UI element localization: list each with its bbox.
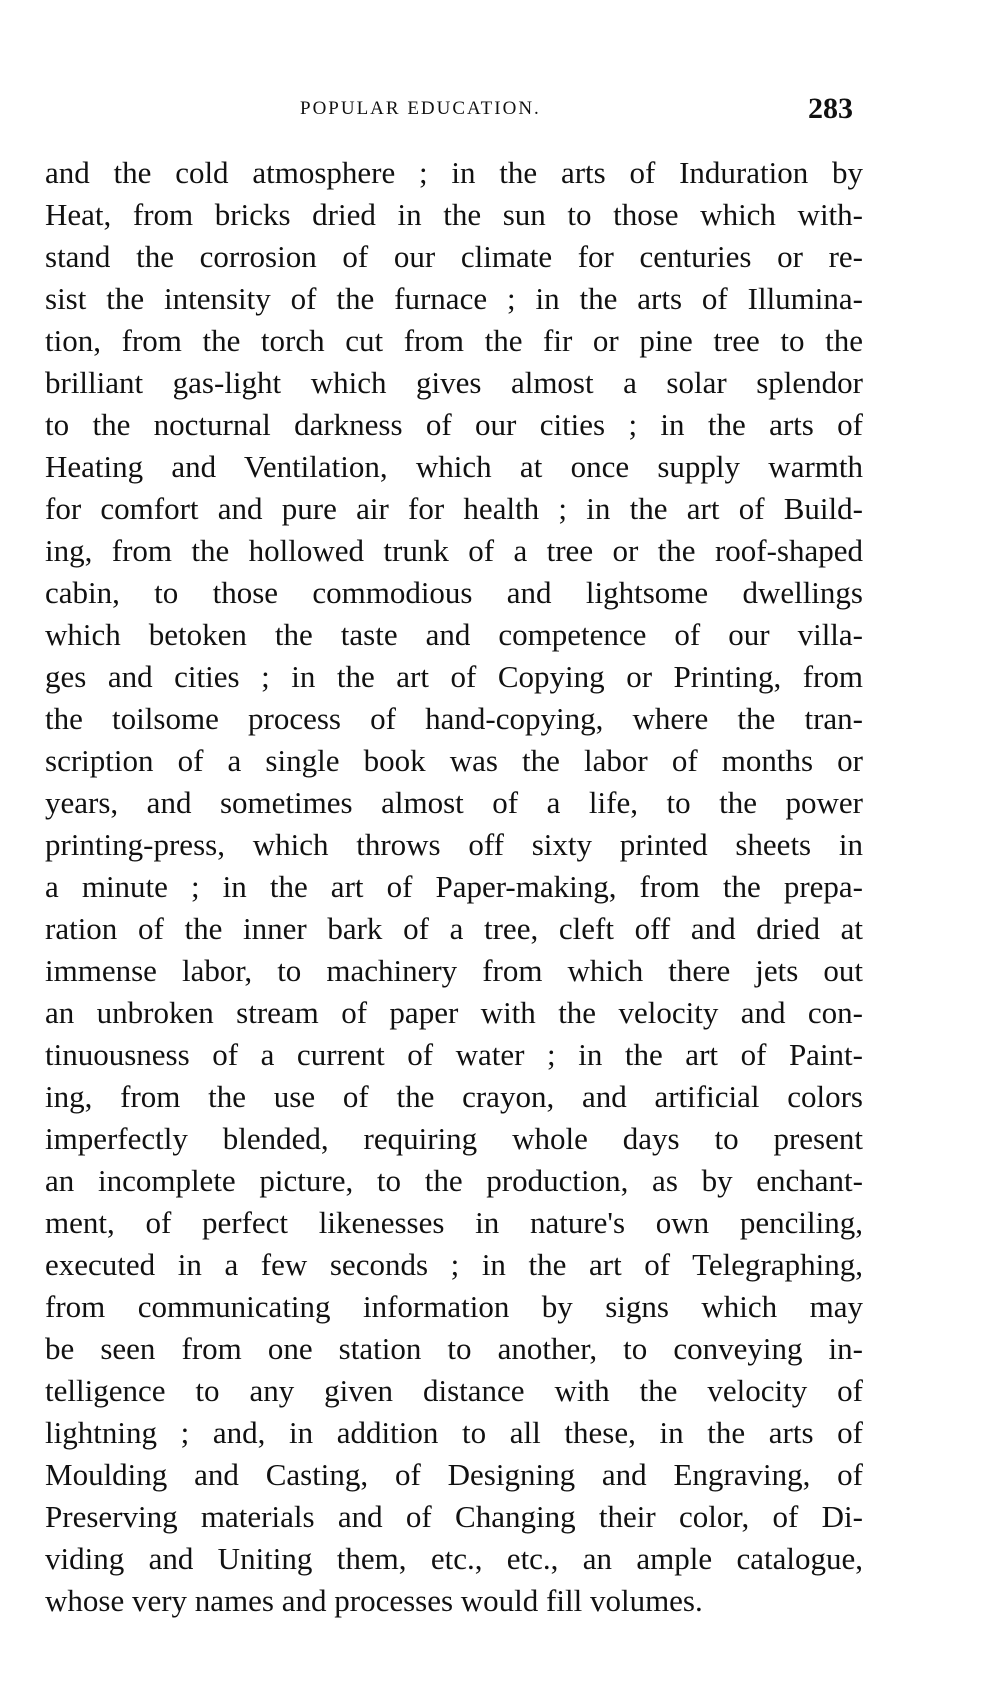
text-line: to the nocturnal darkness of our cities ; in the arts of: [45, 407, 863, 442]
text-line: for comfort and pure air for health ; in the art of Build-: [45, 491, 863, 526]
text-line: imperfectly blended, requiring whole days to present: [45, 1121, 863, 1156]
text-line: whose very names and processes would fill volumes.: [45, 1583, 703, 1618]
text-line: lightning ; and, in addition to all these, in the arts of: [45, 1415, 863, 1450]
page-number: 283: [808, 92, 853, 125]
text-line: years, and sometimes almost of a life, to the power: [45, 785, 863, 820]
text-line: cabin, to those commodious and lightsome dwellings: [45, 575, 863, 610]
running-head-title: POPULAR EDUCATION.: [300, 98, 541, 119]
text-line: telligence to any given distance with the velocity of: [45, 1373, 863, 1408]
text-line: tinuousness of a current of water ; in the art of Paint-: [45, 1037, 863, 1072]
text-line: viding and Uniting them, etc., etc., an ample catalogue,: [45, 1541, 863, 1576]
text-line: ing, from the use of the crayon, and artificial colors: [45, 1079, 863, 1114]
text-line: immense labor, to machinery from which there jets out: [45, 953, 863, 988]
text-line: ing, from the hollowed trunk of a tree or the roof-shaped: [45, 533, 863, 568]
text-line: ment, of perfect likenesses in nature's own penciling,: [45, 1205, 863, 1240]
text-line: Moulding and Casting, of Designing and Engraving, of: [45, 1457, 863, 1492]
text-line: the toilsome process of hand-copying, where the tran-: [45, 701, 863, 736]
text-line: ration of the inner bark of a tree, cleft off and dried at: [45, 911, 863, 946]
text-line: brilliant gas-light which gives almost a solar splendor: [45, 365, 863, 400]
text-line: Preserving materials and of Changing their color, of Di-: [45, 1499, 863, 1534]
text-line: executed in a few seconds ; in the art of Telegraphing,: [45, 1247, 863, 1282]
text-line: Heating and Ventilation, which at once supply warmth: [45, 449, 863, 484]
text-line: from communicating information by signs which may: [45, 1289, 863, 1324]
text-line: be seen from one station to another, to conveying in-: [45, 1331, 863, 1366]
text-line: Heat, from bricks dried in the sun to those which with-: [45, 197, 863, 232]
text-line: stand the corrosion of our climate for centuries or re-: [45, 239, 863, 274]
text-line: and the cold atmosphere ; in the arts of Induration by: [45, 155, 863, 190]
running-head: [0, 92, 1001, 132]
text-line: tion, from the torch cut from the fir or pine tree to the: [45, 323, 863, 358]
text-line: a minute ; in the art of Paper-making, from the prepa-: [45, 869, 863, 904]
text-line: scription of a single book was the labor of months or: [45, 743, 863, 778]
text-line: an incomplete picture, to the production, as by enchant-: [45, 1163, 863, 1198]
text-line: which betoken the taste and competence of our villa-: [45, 617, 863, 652]
text-line: printing-press, which throws off sixty printed sheets in: [45, 827, 863, 862]
text-line: an unbroken stream of paper with the velocity and con-: [45, 995, 863, 1030]
text-line: ges and cities ; in the art of Copying or Printing, from: [45, 659, 863, 694]
text-line: sist the intensity of the furnace ; in the arts of Illumina-: [45, 281, 863, 316]
body-paragraph: [45, 152, 863, 1622]
